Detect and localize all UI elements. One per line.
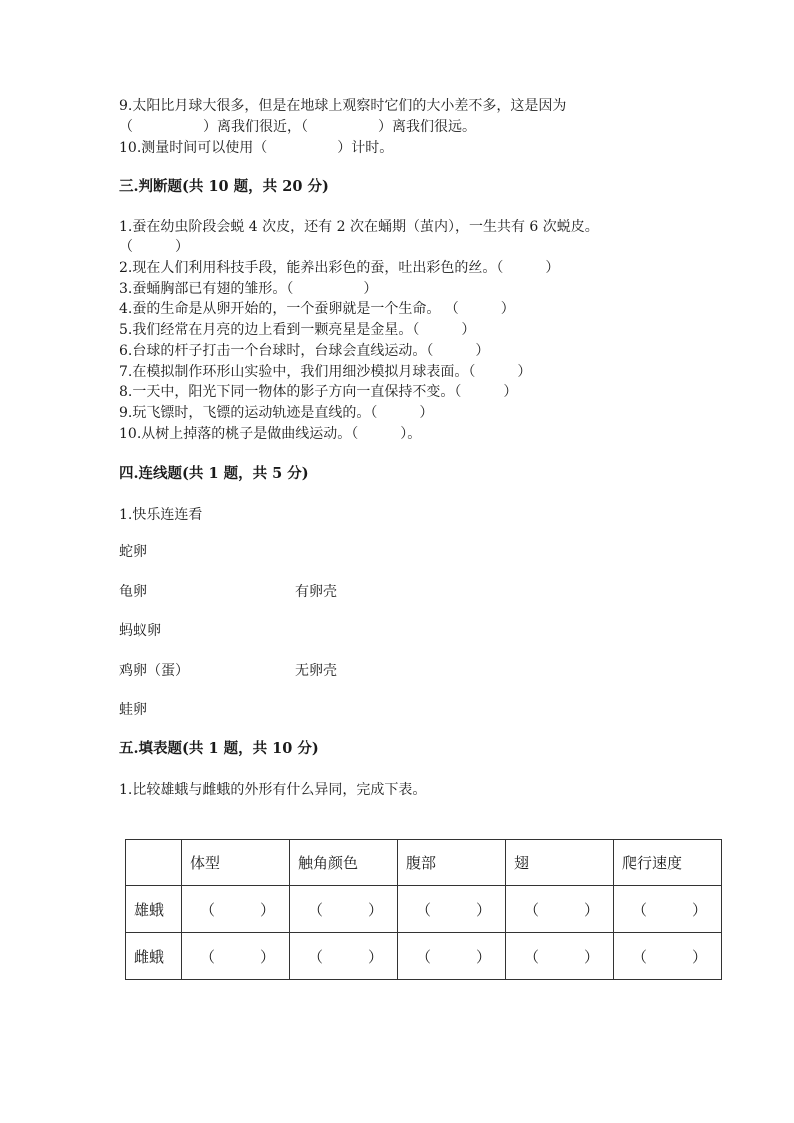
- question-9-line-1: 9.太阳比月球大很多，但是在地球上观察时它们的大小差不多，这是因为: [119, 98, 567, 114]
- judge-question-5: 5.我们经常在月亮的边上看到一颗亮星是金星。（ ）: [119, 322, 476, 338]
- judge-question-9: 9.玩飞镖时，飞镖的运动轨迹是直线的。（ ）: [119, 405, 434, 421]
- table-header-cell: 翅: [506, 840, 614, 886]
- table-answer-cell[interactable]: （ ）: [506, 933, 614, 980]
- match-left-item[interactable]: 龟卵: [119, 584, 147, 600]
- judge-question-1-line-1: 1.蚕在幼虫阶段会蜕 4 次皮，还有 2 次在蛹期（茧内），一生共有 6 次蜕皮。: [119, 219, 599, 235]
- match-left-item[interactable]: 鸡卵（蛋）: [119, 663, 189, 679]
- table-answer-cell[interactable]: （ ）: [182, 933, 290, 980]
- table-answer-cell[interactable]: （ ）: [614, 886, 722, 933]
- table-row: [126, 886, 722, 933]
- question-10: 10.测量时间可以使用（ ）计时。: [119, 140, 394, 156]
- table-header-cell: 爬行速度: [614, 840, 722, 886]
- question-9-line-2: （ ）离我们很近，（ ）离我们很远。: [119, 119, 476, 135]
- table-answer-cell[interactable]: （ ）: [182, 886, 290, 933]
- moth-comparison-table: [125, 839, 722, 980]
- match-right-item[interactable]: 有卵壳: [295, 584, 337, 600]
- table-answer-cell[interactable]: （ ）: [398, 933, 506, 980]
- section-3-title: 三.判断题(共 10 题，共 20 分): [119, 178, 329, 195]
- match-question-1: 1.快乐连连看: [119, 507, 203, 523]
- table-row: [126, 933, 722, 980]
- table-row-label: 雄蛾: [126, 886, 182, 933]
- table-answer-cell[interactable]: （ ）: [398, 886, 506, 933]
- match-left-item[interactable]: 蛙卵: [119, 702, 147, 718]
- table-row-label: 雌蛾: [126, 933, 182, 980]
- table-header-cell: 腹部: [398, 840, 506, 886]
- table-answer-cell[interactable]: （ ）: [506, 886, 614, 933]
- judge-question-7: 7.在模拟制作环形山实验中，我们用细沙模拟月球表面。（ ）: [119, 364, 532, 380]
- judge-question-6: 6.台球的杆子打击一个台球时，台球会直线运动。（ ）: [119, 343, 490, 359]
- section-5-title: 五.填表题(共 1 题，共 10 分): [119, 740, 319, 757]
- table-answer-cell[interactable]: （ ）: [614, 933, 722, 980]
- table-header-cell: 体型: [182, 840, 290, 886]
- judge-question-8: 8.一天中，阳光下同一物体的影子方向一直保持不变。（ ）: [119, 384, 518, 400]
- table-corner-cell: [126, 840, 182, 886]
- judge-question-1-line-2: （ ）: [119, 239, 189, 255]
- table-header-cell: 触角颜色: [290, 840, 398, 886]
- judge-question-3: 3.蚕蛹胸部已有翅的雏形。（ ）: [119, 281, 378, 297]
- judge-question-2: 2.现在人们利用科技手段，能养出彩色的蚕，吐出彩色的丝。（ ）: [119, 260, 560, 276]
- match-left-item[interactable]: 蛇卵: [119, 544, 147, 560]
- table-answer-cell[interactable]: （ ）: [290, 886, 398, 933]
- table-answer-cell[interactable]: （ ）: [290, 933, 398, 980]
- table-question-1: 1.比较雄蛾与雌蛾的外形有什么异同，完成下表。: [119, 782, 427, 798]
- judge-question-10: 10.从树上掉落的桃子是做曲线运动。（ ）。: [119, 426, 422, 442]
- section-4-title: 四.连线题(共 1 题，共 5 分): [119, 465, 309, 482]
- judge-question-4: 4.蚕的生命是从卵开始的，一个蚕卵就是一个生命。 （ ）: [119, 301, 515, 317]
- match-right-item[interactable]: 无卵壳: [295, 663, 337, 679]
- match-left-item[interactable]: 蚂蚁卵: [119, 623, 161, 639]
- table-header-row: [126, 840, 722, 886]
